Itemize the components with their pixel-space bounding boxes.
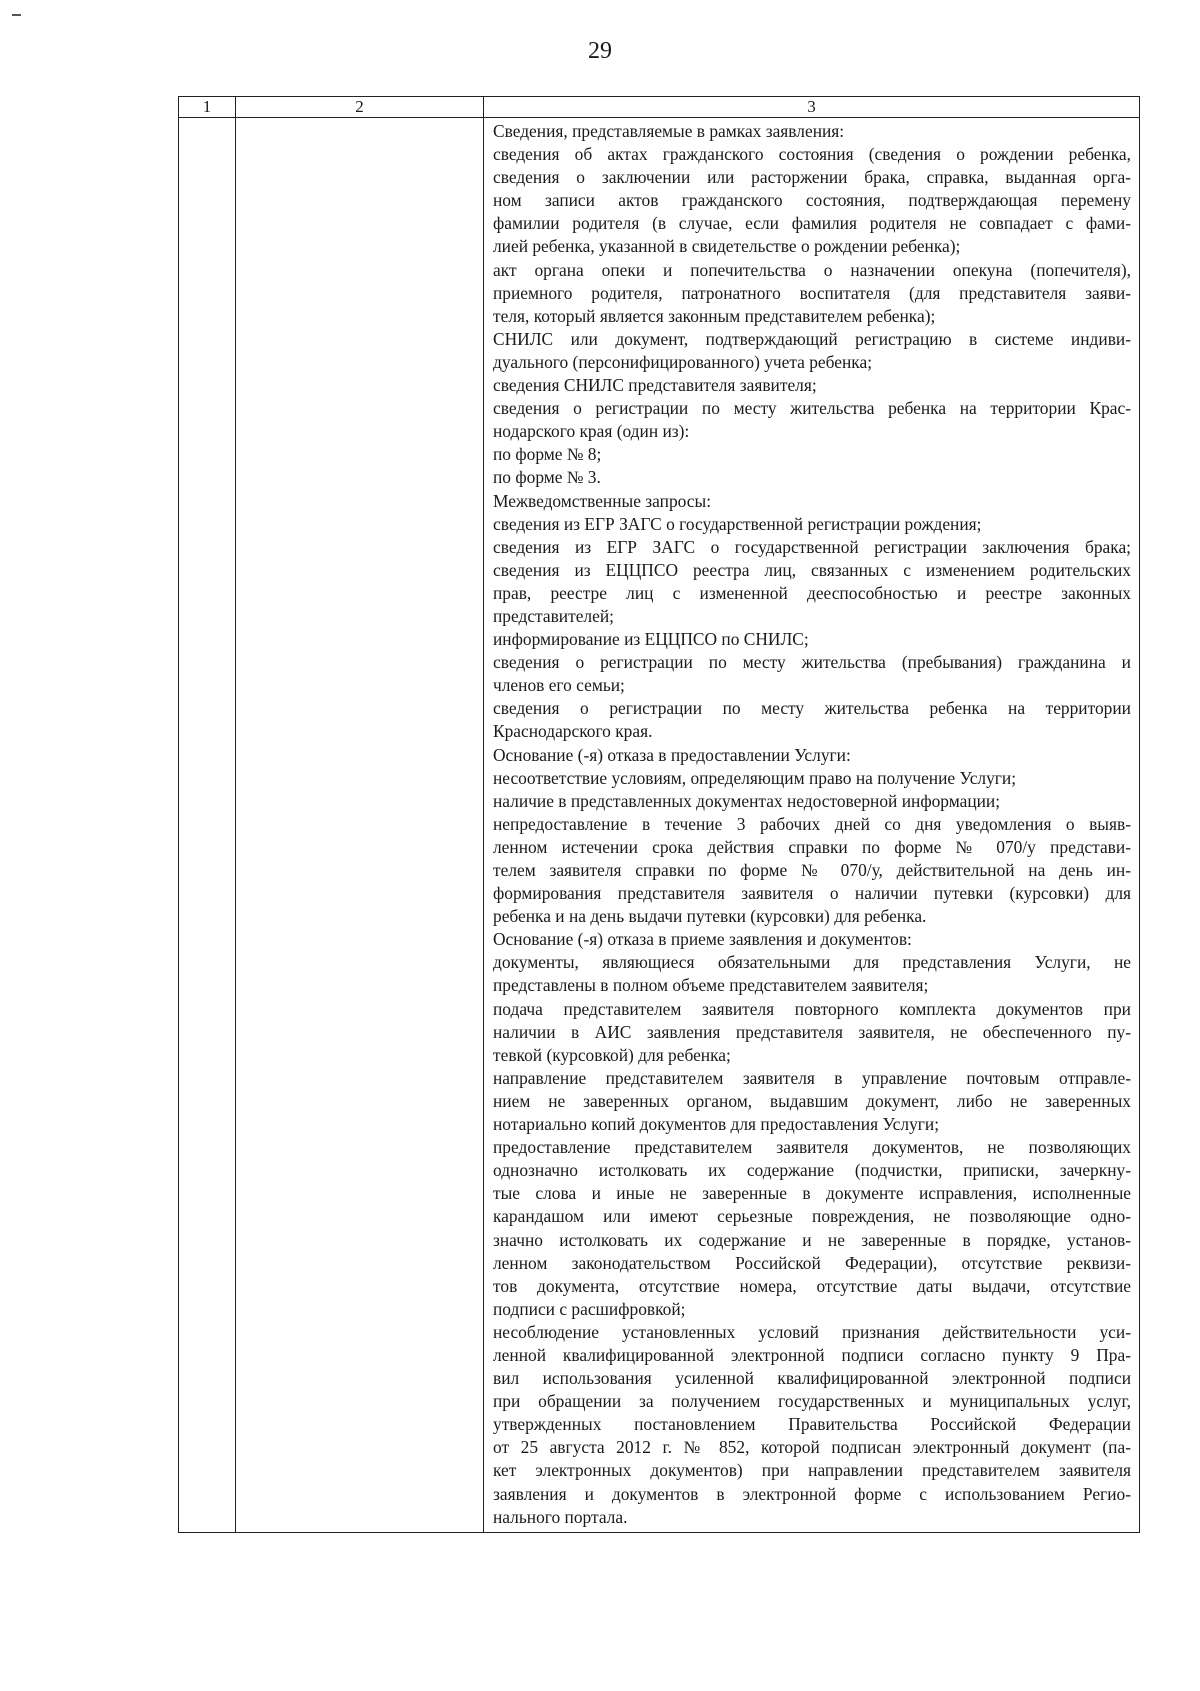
text-line: Основание (-я) отказа в приеме заявления и документов: [493, 929, 912, 950]
cell-col-3 [484, 118, 1140, 1533]
column-header-1: 1 [179, 97, 236, 118]
text-line: вил использования усиленной квалифицированной электронной подписи [493, 1368, 1131, 1389]
text-line: документы, являющиеся обязательными для представления Услуги, не [493, 952, 1131, 973]
text-line: формирования представителя заявителя о наличии путевки (курсовки) для [493, 883, 1131, 904]
text-line: ребенка и на день выдачи путевки (курсовки) для ребенка. [493, 906, 927, 927]
text-line: представителей; [493, 605, 614, 626]
text-line: акт органа опеки и попечительства о назначении опекуна (попечителя), [493, 259, 1131, 280]
text-line: сведения из ЕЦЦПСО реестра лиц, связанных с изменением родительских [493, 559, 1131, 580]
text-line: непредоставление в течение 3 рабочих дней со дня уведомления о выяв- [493, 813, 1131, 834]
text-line: дуального (персонифицированного) учета ребенка; [493, 351, 873, 372]
text-line: направление представителем заявителя в управление почтовым отправле- [493, 1067, 1131, 1088]
text-line: по форме № 3. [493, 467, 601, 488]
text-line: кет электронных документов) при направлении представителем заявителя [493, 1460, 1131, 1481]
column-header-2: 2 [236, 97, 484, 118]
text-line: подача представителем заявителя повторного комплекта документов при [493, 998, 1131, 1019]
text-line: ленном истечении срока действия справки по форме № 070/у представи- [493, 836, 1131, 857]
text-line: нием не заверенных органом, выдавшим документ, либо не заверенных [493, 1090, 1131, 1111]
text-line: нотариально копий документов для предоставления Услуги; [493, 1114, 940, 1135]
page-number: 29 [588, 38, 612, 64]
text-line: предоставление представителем заявителя документов, не позволяющих [493, 1137, 1131, 1158]
text-line: ном записи актов гражданского состояния, подтверждающая перемену [493, 190, 1131, 211]
text-line: теля, который является законным представителем ребенка); [493, 305, 936, 326]
text-line: тов документа, отсутствие номера, отсутствие даты выдачи, отсутствие [493, 1275, 1131, 1296]
text-line: членов его семьи; [493, 675, 625, 696]
text-line: несоответствие условиям, определяющим право на получение Услуги; [493, 767, 1017, 788]
table-row [179, 118, 1140, 1533]
text-line: по форме № 8; [493, 444, 602, 465]
text-line: сведения о регистрации по месту жительства (пребывания) гражданина и [493, 652, 1131, 673]
requirements-table [178, 96, 1140, 1533]
text-line: сведения о регистрации по месту жительства ребенка на территории Крас- [493, 398, 1131, 419]
text-line: нодарского края (один из): [493, 421, 690, 442]
text-line: несоблюдение установленных условий признания действительности уси- [493, 1321, 1131, 1342]
text-line: Межведомственные запросы: [493, 490, 712, 511]
text-line: тые слова и иные не заверенные в документе исправления, исполненные [493, 1183, 1131, 1204]
text-line: Основание (-я) отказа в предоставлении Услуги: [493, 744, 851, 765]
text-line: однозначно истолковать их содержание (подчистки, приписки, зачеркну- [493, 1160, 1131, 1181]
text-line: при обращении за получением государственных и муниципальных услуг, [493, 1391, 1131, 1412]
text-line: сведения об актах гражданского состояния (сведения о рождении ребенка, [493, 144, 1131, 165]
cell-text-lines [493, 120, 1131, 1529]
text-line: наличие в представленных документах недостоверной информации; [493, 790, 1001, 811]
text-line: подписи с расшифровкой; [493, 1298, 686, 1319]
text-line: сведения из ЕГР ЗАГС о государственной регистрации заключения брака; [493, 536, 1131, 557]
text-line: ленной квалифицированной электронной подписи согласно пункту 9 Пра- [493, 1344, 1131, 1365]
text-line: от 25 августа 2012 г. № 852, которой подписан электронный документ (па- [493, 1437, 1131, 1458]
text-line: прав, реестре лиц с измененной дееспособностью и реестре законных [493, 582, 1131, 603]
text-line: сведения из ЕГР ЗАГС о государственной регистрации рождения; [493, 513, 982, 534]
text-line: лией ребенка, указанной в свидетельстве о рождении ребенка); [493, 236, 961, 257]
text-line: приемного родителя, патронатного воспитателя (для представителя заяви- [493, 282, 1131, 303]
text-line: сведения о регистрации по месту жительства ребенка на территории [493, 698, 1131, 719]
text-line: информирование из ЕЦЦПСО по СНИЛС; [493, 629, 809, 650]
text-line: Сведения, представляемые в рамках заявления: [493, 121, 845, 141]
text-line: СНИЛС или документ, подтверждающий регистрацию в системе индиви- [493, 328, 1131, 349]
text-line: представлены в полном объеме представителем заявителя; [493, 975, 929, 996]
table-header-row [179, 97, 1140, 118]
text-line: ленном законодательством Российской Федерации), отсутствие реквизи- [493, 1252, 1131, 1273]
text-line: утвержденных постановлением Правительства Российской Федерации [493, 1414, 1131, 1435]
text-line: тевкой (курсовкой) для ребенка; [493, 1044, 731, 1065]
scan-edge-mark [12, 14, 21, 16]
text-line: фамилии родителя (в случае, если фамилия родителя не совпадает с фами- [493, 213, 1131, 234]
cell-col-1 [179, 118, 236, 1533]
column-header-3: 3 [484, 97, 1140, 118]
text-line: телем заявителя справки по форме № 070/у, действительной на день ин- [493, 860, 1131, 880]
cell-col-2 [236, 118, 484, 1533]
text-line: заявления и документов в электронной форме с использованием Регио- [493, 1483, 1131, 1504]
text-line: нального портала. [493, 1506, 628, 1527]
text-line: сведения о заключении или расторжении брака, справка, выданная орга- [493, 167, 1131, 188]
text-line: сведения СНИЛС представителя заявителя; [493, 375, 817, 396]
text-line: карандашом или имеют серьезные повреждения, не позволяющие одно- [493, 1206, 1131, 1227]
text-line: значно истолковать их содержание и не заверенные в порядке, установ- [493, 1229, 1131, 1250]
text-line: Краснодарского края. [493, 721, 653, 742]
text-line: наличии в АИС заявления представителя заявителя, не обеспеченного пу- [493, 1021, 1131, 1042]
